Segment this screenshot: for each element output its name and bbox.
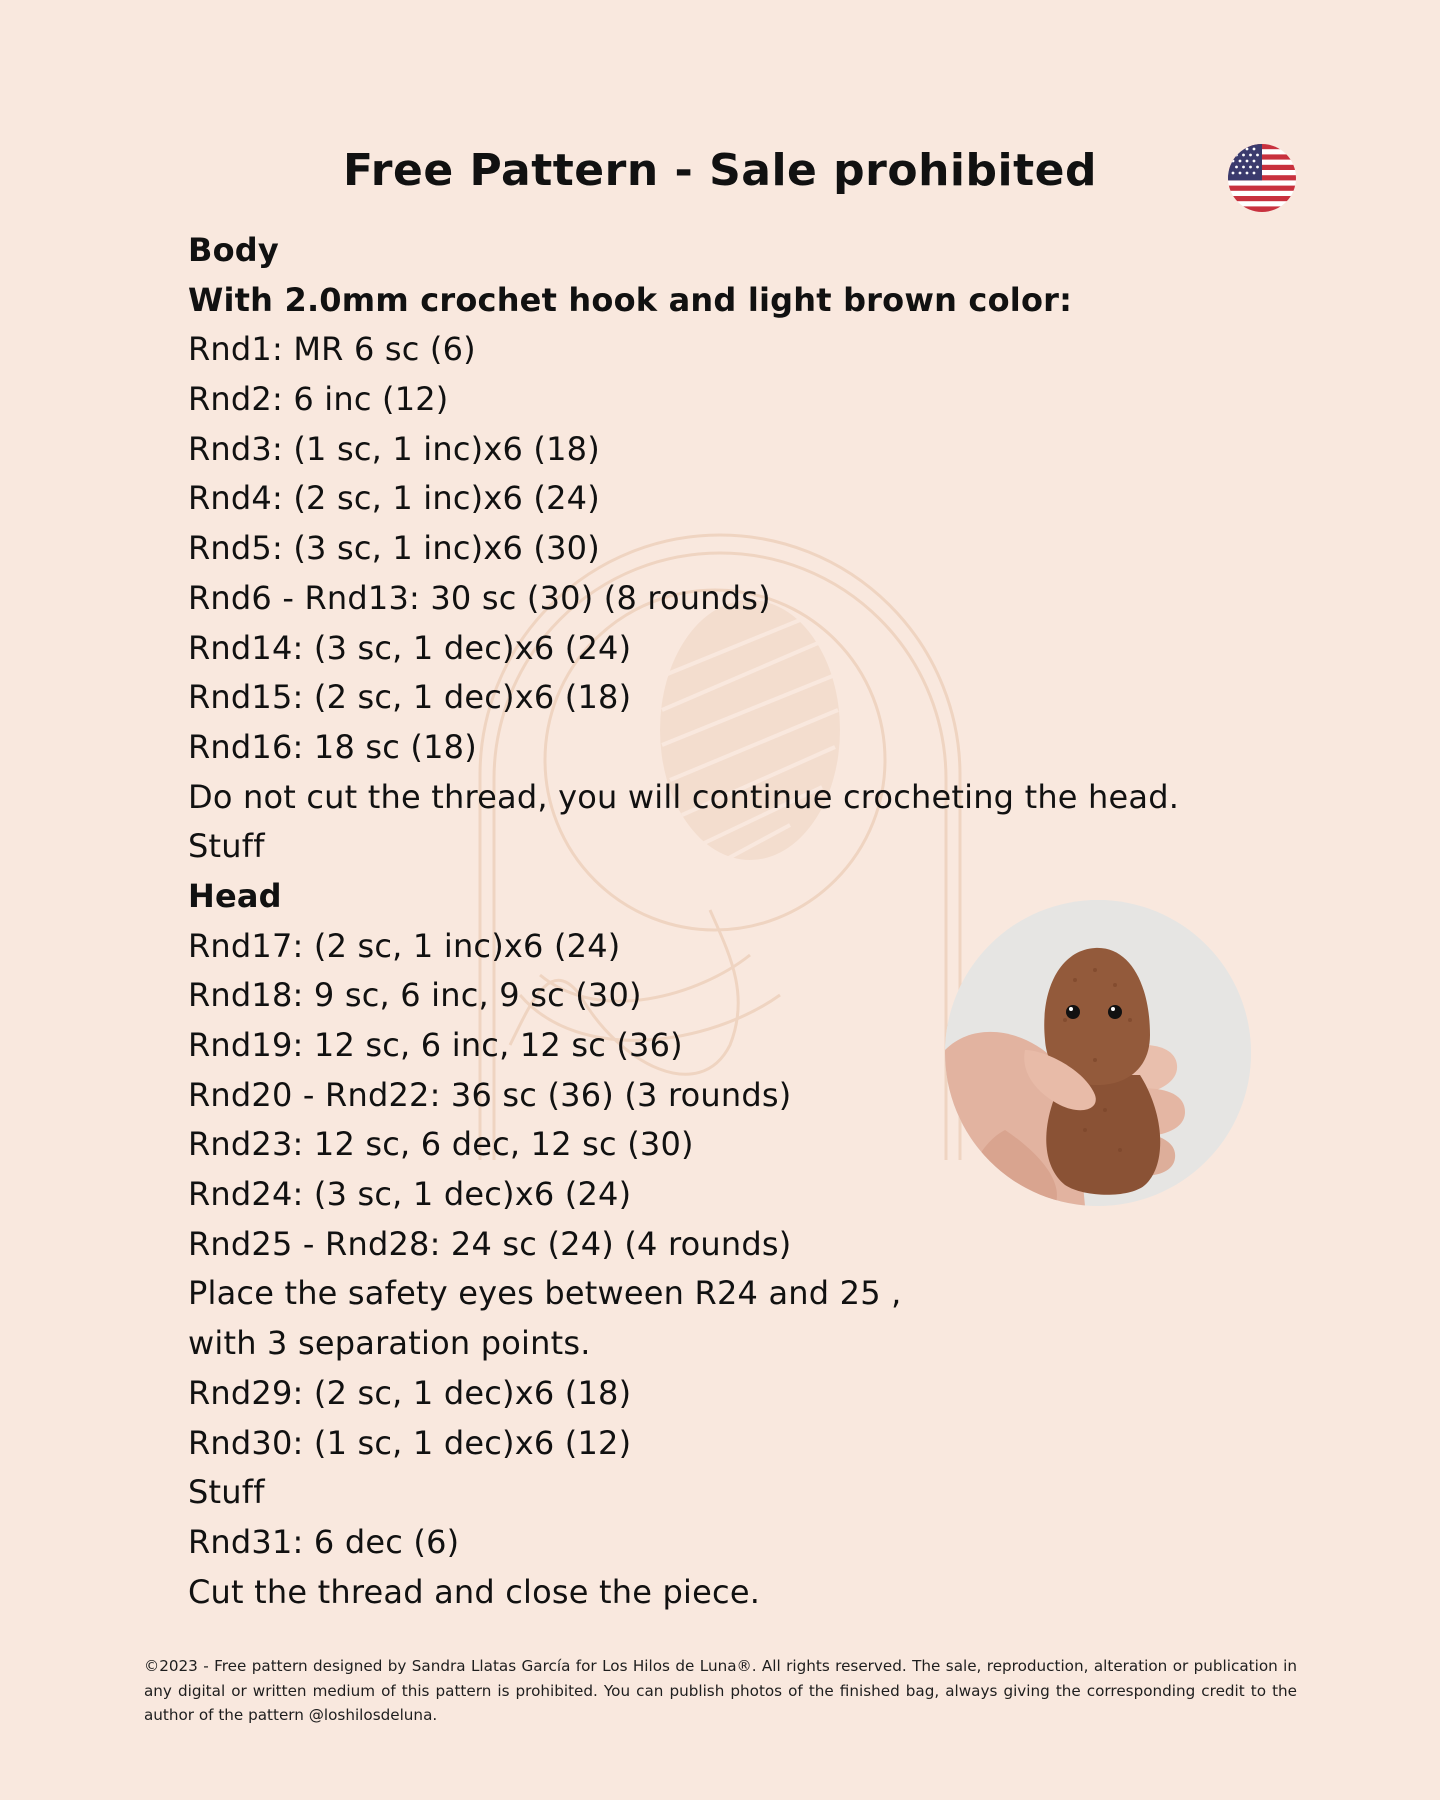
pattern-line: Rnd16: 18 sc (18) [188,727,477,766]
pattern-line: Rnd3: (1 sc, 1 inc)x6 (18) [188,429,600,468]
pattern-line: Stuff [188,1473,265,1512]
pattern-line: Place the safety eyes between R24 and 25 , [188,1274,902,1313]
pattern-line: Rnd24: (3 sc, 1 dec)x6 (24) [188,1175,632,1214]
pattern-line: Rnd23: 12 sc, 6 dec, 12 sc (30) [188,1125,694,1164]
pattern-line: Rnd29: (2 sc, 1 dec)x6 (18) [188,1373,632,1412]
pattern-line: Rnd18: 9 sc, 6 inc, 9 sc (30) [188,976,642,1015]
pattern-line: Rnd30: (1 sc, 1 dec)x6 (12) [188,1423,632,1462]
amigurumi-photo-icon [945,900,1251,1206]
copyright-footer: ©2023 - Free pattern designed by Sandra Llatas García for Los Hilos de Luna®. All rights reserved. The sale, reproduction, alteration or publication in any digital or written medium of this pattern is prohibited. You can publish photos of the finished bag, always giving the corresponding credit to the author of the pattern @loshilosdeluna. [144,1657,1297,1724]
pattern-line: Rnd25 - Rnd28: 24 sc (24) (4 rounds) [188,1224,792,1263]
section-heading: Body [188,231,279,269]
pattern-line: Rnd31: 6 dec (6) [188,1522,460,1561]
pattern-line: Rnd6 - Rnd13: 30 sc (30) (8 rounds) [188,578,771,617]
pattern-line: Rnd17: (2 sc, 1 inc)x6 (24) [188,926,621,965]
pattern-line: Rnd1: MR 6 sc (6) [188,330,476,369]
section-heading: Head [188,876,282,915]
pattern-line: Cut the thread and close the piece. [188,1572,761,1611]
section-heading: With 2.0mm crochet hook and light brown color: [188,280,1073,319]
us-flag-icon [1228,144,1296,212]
pattern-line: Rnd5: (3 sc, 1 inc)x6 (30) [188,529,600,568]
pattern-line: Rnd20 - Rnd22: 36 sc (36) (3 rounds) [188,1075,792,1114]
pattern-line: Rnd14: (3 sc, 1 dec)x6 (24) [188,628,632,667]
pattern-line: Rnd19: 12 sc, 6 inc, 12 sc (36) [188,1026,683,1064]
pattern-line: with 3 separation points. [188,1324,591,1363]
pattern-line: Do not cut the thread, you will continue crocheting the head. [188,777,1180,816]
pattern-line: Stuff [188,827,265,866]
pattern-line: Rnd2: 6 inc (12) [188,380,449,419]
pattern-line: Rnd4: (2 sc, 1 inc)x6 (24) [188,479,600,518]
page-title: Free Pattern - Sale prohibited [343,145,1097,196]
pattern-line: Rnd15: (2 sc, 1 dec)x6 (18) [188,678,632,717]
